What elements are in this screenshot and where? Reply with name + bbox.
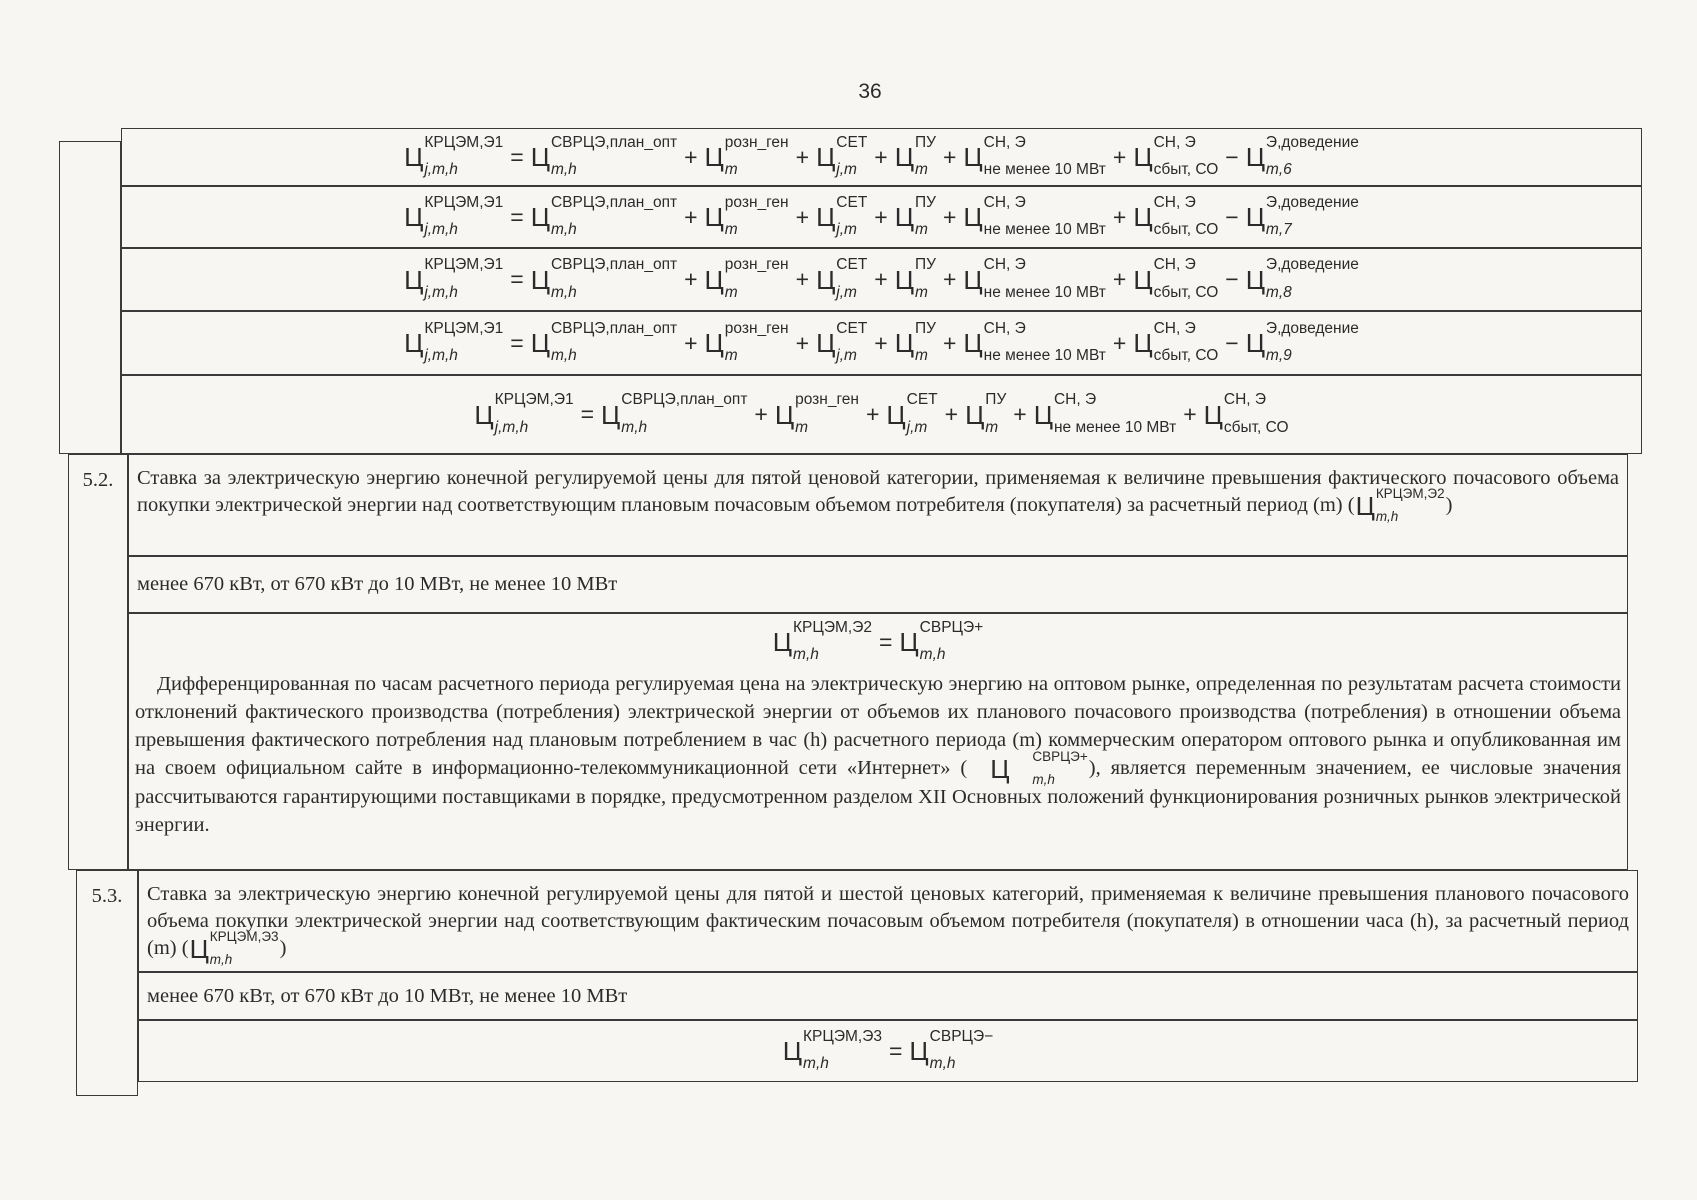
subscript: m <box>914 221 928 238</box>
symbol-svrce-plus <box>967 748 1089 788</box>
formula-term <box>704 193 789 238</box>
subscript: m,h <box>550 283 577 301</box>
section-number-5-3: 5.3. <box>76 870 138 1096</box>
subscript: сбыт, СО <box>1153 347 1219 364</box>
price-letter: Ц <box>990 754 1010 785</box>
subscript: m,9 <box>1265 347 1292 364</box>
number-column-5-1 <box>59 141 121 454</box>
subscript: m <box>795 418 809 436</box>
superscript: розн_ген <box>724 133 789 151</box>
price-letter: Ц <box>704 142 724 172</box>
section-5-2-description: Ставка за электрическую энергию конечной регулируемой цены для пятой ценовой категории, применяемая к величине превышения фактического почасового объема покупки электрической энергии над соответствующим плановым почасовым объемом потребителя (покупателя) за расчетный период (m) ( Ц КРЦЭМ,Э2 m,h ) <box>128 454 1628 556</box>
subscript: m <box>724 221 738 238</box>
superscript: Э,доведение <box>1265 133 1359 151</box>
formula-row-4 <box>121 311 1642 375</box>
operator: − <box>1225 329 1239 356</box>
price-letter: Ц <box>1133 202 1153 232</box>
superscript: СВРЦЭ,план_опт <box>550 193 678 211</box>
subscript: не менее 10 МВт <box>1053 418 1177 436</box>
price-letter: Ц <box>1133 264 1153 295</box>
subscript: j,m <box>836 347 857 364</box>
superscript: КРЦЭМ,Э3 <box>209 928 279 944</box>
section-5-2-power-range: менее 670 кВт, от 670 кВт до 10 МВт, не менее 10 МВт <box>128 556 1628 613</box>
price-letter: Ц <box>189 934 209 965</box>
superscript: СН, Э <box>1153 319 1196 337</box>
price-letter: Ц <box>601 399 621 430</box>
subscript: сбыт, СО <box>1153 161 1219 178</box>
formula-term <box>1203 391 1289 436</box>
superscript: СН, Э <box>983 319 1026 337</box>
operator: + <box>684 143 698 170</box>
superscript: СВРЦЭ,план_опт <box>550 133 678 151</box>
formula-term <box>886 391 938 436</box>
operator: + <box>874 266 888 292</box>
subscript: m,h <box>1375 509 1399 525</box>
formula-term <box>963 193 1106 238</box>
subscript: j,m <box>836 283 857 301</box>
formula-term <box>1133 256 1219 301</box>
subscript: m <box>914 347 928 364</box>
price-letter: Ц <box>1245 264 1265 295</box>
superscript: Э,доведение <box>1265 193 1359 211</box>
inline-price-symbol <box>189 928 279 968</box>
superscript: СН, Э <box>1053 391 1097 408</box>
price-letter: Ц <box>816 328 836 358</box>
inline-price-symbol <box>968 748 1088 788</box>
superscript: СЕТ <box>906 391 938 408</box>
superscript: СЕТ <box>836 319 868 337</box>
page-number: 36 <box>858 80 882 103</box>
price-letter: Ц <box>963 328 983 358</box>
formula-lhs <box>404 133 504 178</box>
subscript: m,h <box>550 161 577 178</box>
operator: + <box>874 329 888 356</box>
superscript: КРЦЭМ,Э2 <box>1375 485 1445 501</box>
superscript: СН, Э <box>1153 193 1196 211</box>
formula-term <box>704 133 789 178</box>
subscript: сбыт, СО <box>1153 283 1219 301</box>
operator: + <box>942 203 957 230</box>
formula-lhs <box>404 319 504 364</box>
price-letter: Ц <box>404 142 424 172</box>
operator: = <box>580 401 595 427</box>
subscript: j,m <box>836 221 857 238</box>
price-letter: Ц <box>772 627 793 657</box>
formula-lhs <box>772 618 872 663</box>
operator: − <box>1225 203 1239 230</box>
price-letter: Ц <box>963 264 983 295</box>
price-letter: Ц <box>704 264 724 295</box>
superscript: СН, Э <box>983 133 1026 151</box>
formula-row-3 <box>121 248 1642 311</box>
subscript: m,h <box>1032 772 1055 788</box>
operator: = <box>888 1037 903 1064</box>
formula-term <box>704 319 789 364</box>
subscript: m,h <box>550 347 577 364</box>
subscript: не менее 10 МВт <box>983 347 1106 364</box>
formula-term <box>963 133 1106 178</box>
section-5-2-formula-block <box>128 613 1628 870</box>
price-letter: Ц <box>899 627 919 657</box>
superscript: СН, Э <box>1223 391 1267 408</box>
operator: + <box>942 143 957 170</box>
operator: + <box>1112 143 1127 170</box>
subscript: j,m,h <box>424 221 458 238</box>
formula-term <box>816 133 868 178</box>
formula-term <box>816 193 868 238</box>
subscript: m <box>724 161 738 178</box>
price-letter: Ц <box>965 399 985 430</box>
operator: + <box>795 143 810 170</box>
formula-lhs <box>474 391 574 436</box>
operator: + <box>684 203 698 230</box>
price-letter: Ц <box>963 142 983 172</box>
price-letter: Ц <box>530 202 550 232</box>
price-letter: Ц <box>404 328 424 358</box>
price-letter: Ц <box>816 264 836 295</box>
formula-lhs <box>404 256 504 301</box>
operator: + <box>684 266 698 292</box>
formula-row-1 <box>121 128 1642 186</box>
superscript: Э,доведение <box>1265 256 1359 273</box>
superscript: СН, Э <box>1153 256 1196 273</box>
operator: = <box>510 143 524 170</box>
operator: + <box>1112 266 1127 292</box>
superscript: розн_ген <box>724 319 789 337</box>
price-letter: Ц <box>704 202 724 232</box>
subscript: m,8 <box>1265 283 1292 301</box>
price-letter: Ц <box>1033 399 1053 430</box>
price-letter: Ц <box>474 399 494 430</box>
superscript: СН, Э <box>1153 133 1196 151</box>
superscript: СЕТ <box>836 133 868 151</box>
price-letter: Ц <box>894 328 914 358</box>
subscript: m <box>914 161 928 178</box>
inline-price-symbol <box>1355 485 1445 525</box>
superscript: КРЦЭМ,Э1 <box>424 256 504 273</box>
formula-term <box>1245 193 1359 238</box>
superscript: СЕТ <box>836 256 868 273</box>
operator: + <box>795 266 810 292</box>
subscript: m,7 <box>1265 221 1292 238</box>
formula-term <box>1245 256 1359 301</box>
operator: + <box>1013 401 1027 427</box>
formula-term <box>894 256 936 301</box>
price-letter: Ц <box>1133 328 1153 358</box>
superscript: Э,доведение <box>1265 319 1359 337</box>
operator: − <box>1225 143 1239 170</box>
subscript: m,h <box>550 221 577 238</box>
subscript: m,h <box>209 952 233 968</box>
superscript: КРЦЭМ,Э1 <box>424 133 504 151</box>
formula-row-2 <box>121 186 1642 248</box>
operator: + <box>795 329 810 356</box>
superscript: СВРЦЭ,план_опт <box>550 319 678 337</box>
formula-term <box>1133 193 1219 238</box>
superscript: КРЦЭМ,Э1 <box>424 193 504 211</box>
formula-term <box>963 319 1106 364</box>
operator: + <box>865 401 880 427</box>
formula-term <box>816 256 868 301</box>
superscript: розн_ген <box>795 391 859 408</box>
superscript: ПУ <box>914 256 936 273</box>
subscript: не менее 10 МВт <box>983 283 1106 301</box>
formula-term <box>530 193 678 238</box>
subscript: не менее 10 МВт <box>983 161 1106 178</box>
operator: + <box>942 329 957 356</box>
formula-term <box>963 256 1106 301</box>
superscript: СВРЦЭ+ <box>919 618 984 636</box>
superscript: ПУ <box>914 133 936 151</box>
formula-term <box>601 391 748 436</box>
formula-term <box>774 391 859 436</box>
superscript: КРЦЭМ,Э1 <box>494 391 574 408</box>
operator: = <box>510 266 524 292</box>
subscript: m,h <box>793 646 819 663</box>
superscript: ПУ <box>914 319 936 337</box>
formula-term <box>894 133 936 178</box>
subscript: j,m,h <box>494 418 529 436</box>
price-letter: Ц <box>909 1036 929 1066</box>
formula-term <box>530 319 678 364</box>
formula-row-5 <box>121 375 1642 454</box>
operator: + <box>942 266 957 292</box>
section-5-2-explanation: Дифференцированная по часам расчетного периода регулируемая цена на электрическую энергию на оптовом рынке, определенная по результатам расчета стоимости отклонений фактического производства (потребления) электрической энергии от объемов их планового почасового производства (потребления) в отношении объема превышения фактического потребления над плановым потреблением в час (h) расчетного периода (m) коммерческим оператором оптового рынка и опубликованная им на своем официальном сайте в информационно-телекоммуникационной сети «Интернет» ( Ц СВРЦЭ+ m,h ), является переменным значением, ее числовые значения рассчитываются гарантирующими поставщиками в порядке, предусмотренном разделом XII Основных положений функционирования розничных рынков электрической энергии. <box>135 673 1622 836</box>
price-letter: Ц <box>530 142 550 172</box>
operator: + <box>944 401 959 427</box>
price-letter: Ц <box>404 202 424 232</box>
formula-term <box>894 193 936 238</box>
price-letter: Ц <box>816 142 836 172</box>
price-letter: Ц <box>530 264 550 295</box>
operator: + <box>1112 203 1127 230</box>
superscript: розн_ген <box>724 193 789 211</box>
formula-term <box>1133 133 1219 178</box>
subscript: m <box>724 283 738 301</box>
price-letter: Ц <box>816 202 836 232</box>
superscript: КРЦЭМ,Э3 <box>803 1027 882 1045</box>
superscript: СН, Э <box>983 193 1026 211</box>
section-5-3-description: Ставка за электрическую энергию конечной регулируемой цены для пятой и шестой ценовых категорий, применяемая к величине превышения планового почасового объема покупки электрической энергии над соответствующим фактическим почасовым объемом потребителя (покупателя) в отношении часа (h), за расчетный период (m) ( Ц КРЦЭМ,Э3 m,h ) <box>138 870 1638 972</box>
operator: + <box>874 203 888 230</box>
price-letter: Ц <box>782 1036 803 1066</box>
formula-term <box>894 319 936 364</box>
superscript: СВРЦЭ,план_опт <box>621 391 748 408</box>
subscript: m <box>985 418 999 436</box>
formula-term <box>816 319 868 364</box>
price-letter: Ц <box>963 202 983 232</box>
subscript: m,h <box>929 1055 956 1072</box>
price-letter: Ц <box>774 399 795 430</box>
formula-term <box>704 256 789 301</box>
superscript: СЕТ <box>836 193 868 211</box>
operator: + <box>754 401 768 427</box>
formula-term <box>530 256 678 301</box>
section-5-3-power-range: менее 670 кВт, от 670 кВт до 10 МВт, не менее 10 МВт <box>138 972 1638 1020</box>
subscript: m <box>914 283 928 301</box>
price-letter: Ц <box>894 202 914 232</box>
price-letter: Ц <box>1245 328 1265 358</box>
formula-lhs <box>782 1027 882 1072</box>
formula-term <box>1245 319 1359 364</box>
formula-term <box>530 133 678 178</box>
operator: = <box>510 329 524 356</box>
price-letter: Ц <box>894 264 914 295</box>
price-letter: Ц <box>404 264 424 295</box>
operator: − <box>1225 266 1239 292</box>
price-letter: Ц <box>886 399 906 430</box>
formula-rhs <box>899 618 984 663</box>
price-letter: Ц <box>894 142 914 172</box>
section-number-5-2: 5.2. <box>68 454 128 870</box>
price-letter: Ц <box>704 328 724 358</box>
subscript: не менее 10 МВт <box>983 221 1106 238</box>
superscript: КРЦЭМ,Э2 <box>793 618 872 636</box>
subscript: j,m <box>836 161 857 178</box>
subscript: j,m,h <box>424 347 458 364</box>
subscript: сбыт, СО <box>1223 418 1289 436</box>
subscript: j,m,h <box>424 283 458 301</box>
superscript: СВРЦЭ+ <box>1032 748 1088 764</box>
operator: + <box>874 143 888 170</box>
price-letter: Ц <box>1203 399 1223 430</box>
subscript: сбыт, СО <box>1153 221 1219 238</box>
price-letter: Ц <box>1245 142 1265 172</box>
formula-term <box>1033 391 1177 436</box>
superscript: СВРЦЭ,план_опт <box>550 256 678 273</box>
formula-krcem-e2 <box>129 614 1627 670</box>
subscript: m,h <box>803 1055 829 1072</box>
subscript: m,h <box>621 418 648 436</box>
formula-krcem-e3 <box>138 1020 1638 1082</box>
superscript: КРЦЭМ,Э1 <box>424 319 504 337</box>
price-letter: Ц <box>1133 142 1153 172</box>
subscript: m,6 <box>1265 161 1292 178</box>
operator: + <box>1112 329 1127 356</box>
superscript: розн_ген <box>724 256 789 273</box>
symbol-krcem-e3 <box>189 928 280 968</box>
price-letter: Ц <box>1245 202 1265 232</box>
symbol-krcem-e2 <box>1355 485 1446 525</box>
formula-rhs <box>909 1027 994 1072</box>
subscript: j,m,h <box>424 161 458 178</box>
formula-term <box>1133 319 1219 364</box>
operator: + <box>684 329 698 356</box>
subscript: m,h <box>919 646 946 663</box>
formula-term <box>1245 133 1359 178</box>
price-letter: Ц <box>1355 491 1375 522</box>
operator: + <box>795 203 810 230</box>
price-letter: Ц <box>530 328 550 358</box>
formula-lhs <box>404 193 504 238</box>
superscript: ПУ <box>914 193 936 211</box>
formula-term <box>965 391 1007 436</box>
superscript: СВРЦЭ− <box>929 1027 994 1045</box>
subscript: j,m <box>906 418 928 436</box>
operator: + <box>1183 401 1197 427</box>
subscript: m <box>724 347 738 364</box>
superscript: СН, Э <box>983 256 1026 273</box>
operator: = <box>510 203 524 230</box>
superscript: ПУ <box>985 391 1007 408</box>
operator: = <box>878 628 893 655</box>
